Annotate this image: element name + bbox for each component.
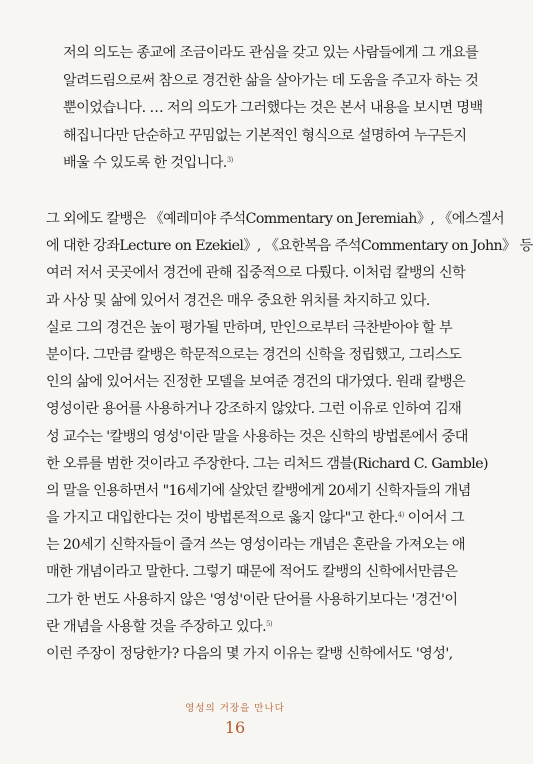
- quote-line: 알려드림으로써 참으로 경건한 삶을 살아가는 데 도움을 주고자 하는 것: [63, 72, 479, 89]
- text-line: 한 오류를 범한 것이라고 주장한다. 그는 리처드 갬블(Richard C. Gamble): [46, 455, 488, 472]
- footnote-ref: 4): [397, 511, 404, 520]
- text-line: 을 가지고 대입한다는 것이 방법론적으로 옳지 않다"고 한다.$^{4)}$ 이어서 그: [46, 510, 464, 527]
- text-line: 에 대한 강좌Lecture on Ezekiel》, 《요한복음 주석Commentary on John》 등: [46, 238, 533, 255]
- text-line: 란 개념을 사용할 것을 주장하고 있다.$^{5)}$: [46, 618, 273, 635]
- text-line: 이런 주장이 정당한가? 다음의 몇 가지 이유는 칼뱅 신학에서도 '영성',: [46, 646, 453, 662]
- text-line: 그 외에도 칼뱅은 《예레미야 주석Commentary on Jeremiah》, 《에스겔서: [46, 211, 505, 227]
- text-line: 분이다. 그만큼 칼뱅은 학문적으로는 경건의 신학을 정립했고, 그리스도: [46, 346, 462, 363]
- quote-line: 저의 의도는 종교에 조금이라도 관심을 갖고 있는 사람들에게 그 개요를: [63, 45, 479, 61]
- text-line: 실로 그의 경건은 높이 평가될 만하며, 만인으로부터 극찬받아야 할 부: [46, 319, 453, 336]
- text-line: 인의 삶에 있어서는 진정한 모델을 보여준 경건의 대가였다. 원래 칼뱅은: [46, 374, 466, 391]
- quote-line: 해집니다만 단순하고 꾸밈없는 기본적인 형식으로 설명하여 누구든지: [63, 127, 467, 144]
- quote-line: 뿐이었습니다. … 저의 의도가 그러했다는 것은 본서 내용을 보시면 명백: [63, 100, 483, 116]
- quote-line: 배울 수 있도록 한 것입니다.$^{3)}$: [63, 155, 233, 171]
- text-line: 과 사상 및 삶에 있어서 경건은 매우 중요한 위치를 차지하고 있다.: [46, 292, 430, 309]
- text-line: 성 교수는 '칼뱅의 영성'이란 말을 사용하는 것은 신학의 방법론에서 중대: [46, 428, 468, 445]
- body-text: [46, 206, 533, 668]
- text-line: 그가 한 번도 사용하지 않은 '영성'이란 단어를 사용하기보다는 '경건'이: [46, 591, 458, 608]
- running-footer-title: 영성의 거장을 만나다: [185, 703, 285, 714]
- text-line: 영성이란 용어를 사용하거나 강조하지 않았다. 그런 이유로 인하여 김재: [46, 401, 462, 418]
- text-line: 여러 저서 곳곳에서 경건에 관해 집중적으로 다뤘다. 이처럼 칼뱅의 신학: [46, 265, 466, 282]
- text-line: 는 20세기 신학자들이 즐겨 쓰는 영성이라는 개념은 혼란을 가져오는 애: [46, 537, 465, 554]
- text-line: 의 말을 인용하면서 "16세기에 살았던 칼뱅에게 20세기 신학자들의 개념: [46, 482, 471, 499]
- text-line: 매한 개념이라고 말한다. 그렇기 때문에 적어도 칼뱅의 신학에서만큼은: [46, 564, 458, 581]
- footnote-ref: 5): [266, 619, 273, 628]
- page-number: 16: [224, 718, 246, 737]
- block-quote: [63, 40, 483, 178]
- footnote-ref: 3): [226, 156, 233, 164]
